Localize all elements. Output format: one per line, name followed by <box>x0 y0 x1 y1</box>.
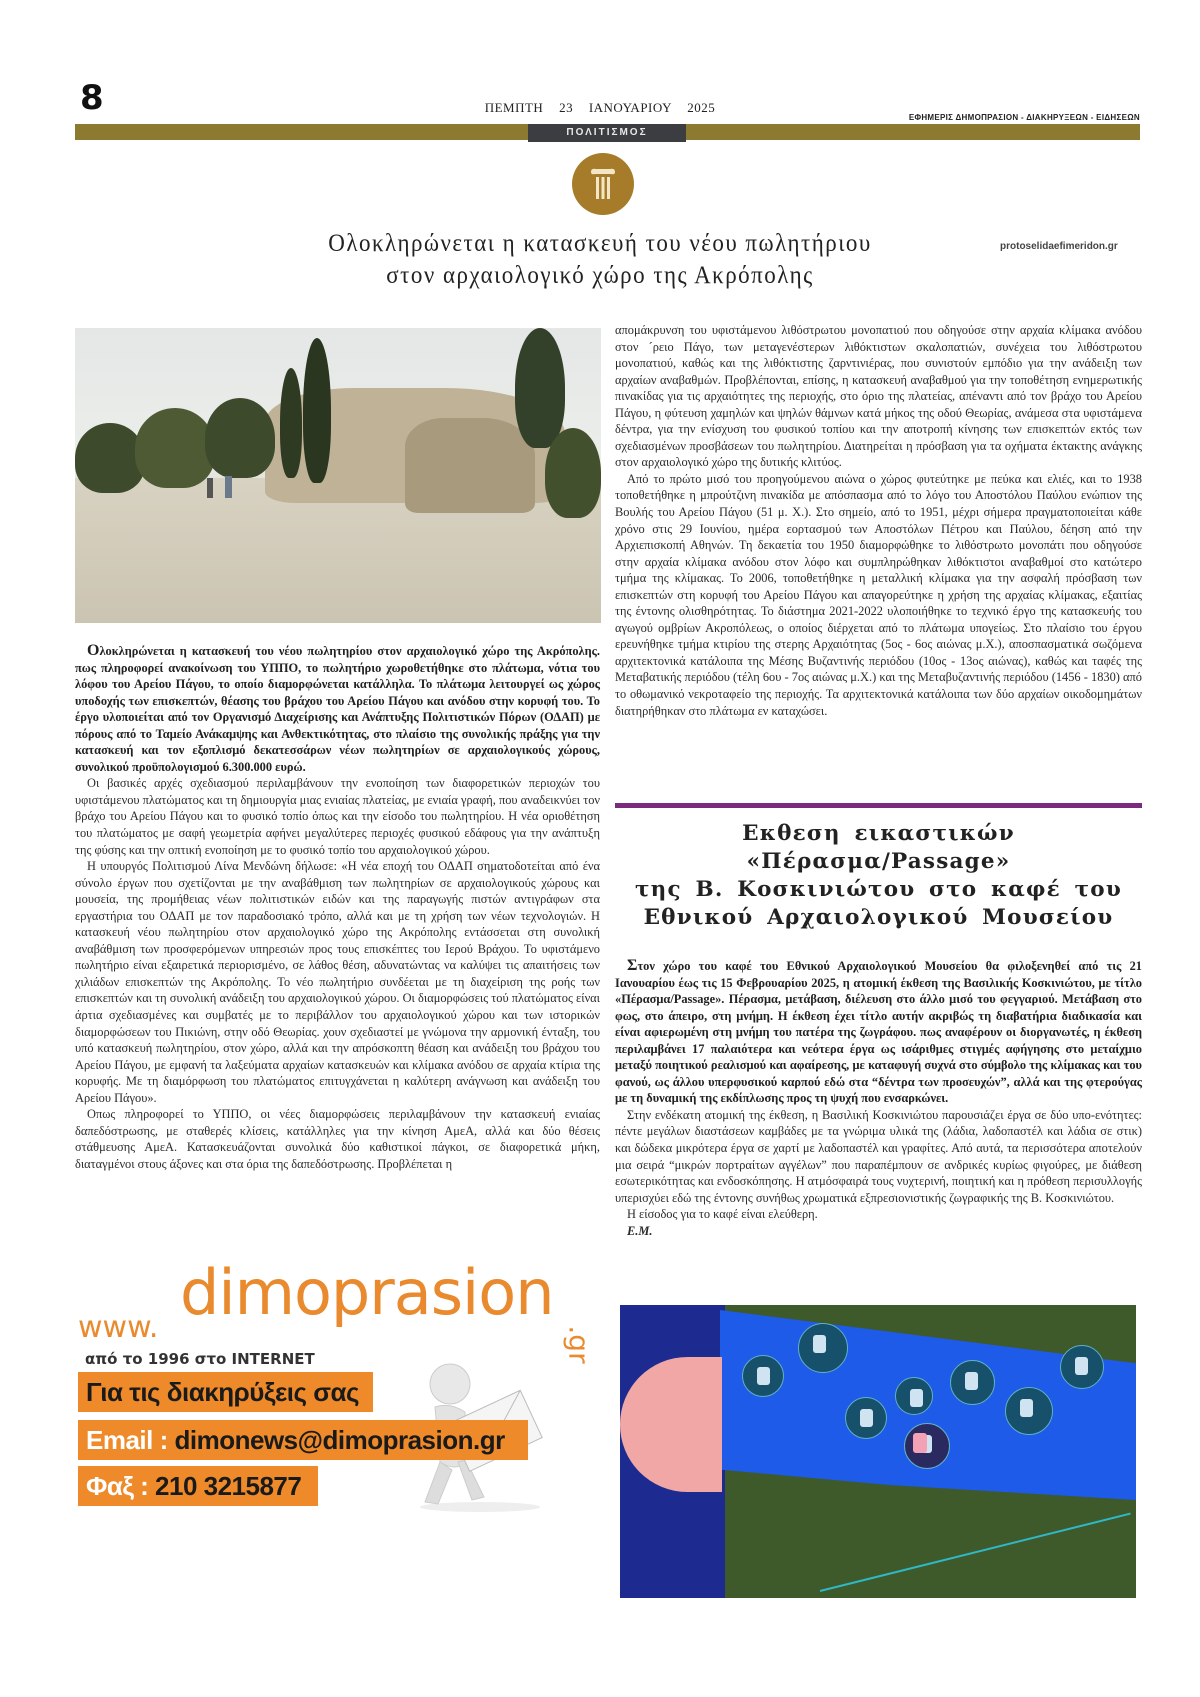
article2-body <box>615 958 1142 1239</box>
acropolis-areopagus-photo <box>75 328 601 623</box>
author-signature: Ε.Μ. <box>627 1223 653 1238</box>
article1-column-right <box>615 322 1142 719</box>
paragraph: Από το πρώτο μισό του προηγούμενου αιώνα ο χώρος φυτεύτηκε με πεύκα και ελιές, και το 1938 τοποθετήθηκε η μπρούτζινη πινακίδα με απόσπασμα από το λόγο του Αποστόλου Παύλου ενώπιον της Βουλής του Αρείου Πάγου (51 μ. Χ.). Στο σημείο, από το 1951, μέχρι σήμερα πραγματοποιείται κάθε χρόνο στις 29 Ιουνίου, ημέρα εορτασμού των Αποστόλων Πέτρου και Παύλου, δέηση από την Αρχιεπισκοπή Αθηνών. Τη δεκαετία του 1950 διαμορφώθηκε το λιθόστρωτο μονοπάτι που οδηγούσε στην αρχαία κλίμακα ανόδου στον λόφο και συμπληρώθηκαν λιθόκτιστοι αναβαθμοί στο κατώτερο τμήμα της κλίμακας. Το 2006, τοποθετήθηκε η μεταλλική κλίμακα για την ασφαλή πρόσβαση των επισκεπτών στη κορυφή του Αρείου Πάγου και απαγορεύτηκε η χρήση της αρχαίας κλίμακας, εξαιτίας της έντονης ολισθηρότητας. Το διάστημα 2021-2022 υλοποιήθηκε το τεχνικό έργο της κατασκευής του αγωγού ομβρίων Ακροπόλεως, ο οποίος διέρχεται από το πλάτωμα υπογείως. Στο πλαίσιο του έργου ερευνήθηκε τμήμα κτιρίου της στερης Αρχαιότητας (5ος - 6ος αιώνας μ.Χ.), αποσπασματικά σωζόμενα αρχιτεκτονικά κατάλοιπα της Μέσης Βυζαντινής περιόδου (10ος - 13ος αιώνας), καθώς και ταφές της Μεταβατικής περιόδου (τέλη 6ου - 7ος αιώνας μ.Χ.) και της Μεταβυζαντινής περιόδου (1456 - 1830) από το οθωμανικό νεκροταφείο της περιοχής. Τα αρχιτεκτονικά κατάλοιπα των δύο αρχαίων οικοδομημάτων διατηρήθηκαν στο πλάτωμα εν καταχώσει. <box>615 471 1142 718</box>
column-logo-icon <box>572 153 634 215</box>
headline-line: Ολοκληρώνεται η κατασκευή του νέου πωλητήριου <box>328 230 872 257</box>
article-divider <box>615 803 1142 808</box>
paragraph: Στην ενδέκατη ατομική της έκθεση, η Βασιλική Κοσκινιώτου παρουσιάζει έργα σε δύο υπο-ενότητες: πέντε μεγάλων διαστάσεων καμβάδες με τα γνώριμα υλικά της (λάδια, λαδοπαστέλ και λάδια σε στικ) και δώδεκα μικρότερα έργα σε χαρτί με λαδοπαστέλ και γραφίτες. Από αυτά, τα περισσότερα αποτελούν μια σειρά “μικρών πορτραίτων αγγέλων” που παραπέμπουν σε ανδρικές κυρίως φιγούρες, με διάθεση εσωτερικότητας και ενδοσκόπησης. Η ατμόσφαιρά τους νυχτερινή, ποιητική και η πρόθεση περισυλλογής υπερισχύει εδώ της έντονης συνήθως χρωματικά εξπρεσιονιστικής ζωγραφικής της Β. Κοσκινιώτου. <box>615 1107 1142 1205</box>
headline-line: Εκθεση εικαστικών «Πέρασμα/Passage» <box>742 821 1015 874</box>
watermark: protoselidaefimeridon.gr <box>1000 241 1118 252</box>
koskiniotou-painting <box>620 1305 1136 1598</box>
page-number: 8 <box>80 78 104 118</box>
dimoprasion-advertisement[interactable] <box>75 1256 605 1592</box>
ad-since: από το 1996 στο INTERNET <box>85 1350 315 1368</box>
drop-initial: Σ <box>627 957 638 974</box>
paragraph: Οπως πληροφορεί το ΥΠΠΟ, οι νέες διαμορφώσεις περιλαμβάνουν την κατασκευή ενιαίας δαπεδόστρωσης, με σταθερές κλίσεις, κατάλληλες για την κίνηση ΑμεΑ, αλλά και δύο θέσεις στάθμευσης ΑμεΑ. Κατασκευάζονται συνολικά δύο καθιστικοί πάγκοι, σε διαφορετικά μήκη, διαταγμένοι στους άξονες και στα όρια της δαπεδόστρωσης. Προβλέπεται η <box>75 1107 600 1171</box>
headline-line: Εθνικού Αρχαιολογικού Μουσείου <box>643 905 1114 930</box>
headline-line: της Β. Κοσκινιώτου στο καφέ του <box>635 877 1122 902</box>
article-headline <box>214 228 987 292</box>
issue-date: ΠΕΜΠΤΗ 23 ΙΑΝΟΥΑΡΙΟΥ 2025 <box>484 100 716 115</box>
paragraph: απομάκρυνση του υφιστάμενου λιθόστρωτου μονοπατιού που οδηγούσε στην αρχαία κλίμακα ανόδου στον ´ρειο Πάγο, των μεταγενέστερων λιθόκτιστων σκαλοπατιών, συνέχεια του λιθόστρωτου μονοπατιού, καθώς και της λιθόκτιστης ζαρντινιέρας, που συνιστούν εμπόδιο για την ανάδειξη των αρχαίων αναβαθμών. Προβλέπονται, επίσης, η κατασκευή αναβαθμού για την τοποθέτηση ενημερωτικής πινακίδας για τις αρχαιότητες της περιοχής, στο όριο της πλατείας, απέναντι από τον βράχο του Αρείου Πάγου, η φύτευση χαμηλών και ψηλών θάμνων κατά μήκος της οδού Θεωρίας, ανάμεσα στα υφιστάμενα δέντρα, για την ενίσχυση του φυσικού τοπίου και την αποτροπή κίνησης των επισκεπτών εκτός των σχεδιασμένων προσβάσεων του πωλητηρίου. Διατηρείται η πρόσβαση για τα οχήματα έκτακτης ανάγκης στον αρχαιολογικό χώρο της δυτικής κλιτύος. <box>615 323 1142 470</box>
article2-lead: Στον χώρο του καφέ του Εθνικού Αρχαιολογικού Μουσείου θα φιλοξενηθεί από τις 21 Ιανουαρίου έως τις 15 Φεβρουαρίου 2025, η ατομική έκθεση της Βασιλικής Κοσκινιώτου, με τίτλο «Πέρασμα/Passage». Πέρασμα, μετάβαση, διέλευση στο άλλο μισό του φεγγαριού. Μετάβαση στο φως, στο άπειρο, στη μνήμη. Η έκθεση έχει τίτλο αυτήν ακριβώς τη διαβατήρια διαδικασία και είναι αφιερωμένη στη μνήμη του πατέρα της ζωγράφου. πως αναφέρουν οι διοργανωτές, η έκθεση περιλαμβάνει 17 παλαιότερα και νεότερα έργα ως ισάριθμες στιγμές αφήγησης στο μεταίχμιο μεταξύ ποιητικού ρεαλισμού και αφαίρεσης, με καταφυγή συχνά στο σύμβολο της κλίμακας και του φανού, ως άλλου υπερφυσικού καρπού εδώ στα “δέντρα των προσευχών”, αλλά και της φτερούγας με τη δυναμική της εκδίπλωσης προς τη ψυχή που ενσαρκώνει. <box>615 957 1142 1106</box>
drop-initial: Ο <box>87 642 100 659</box>
ad-tld: .gr <box>562 1325 596 1364</box>
article1-lead: Ολοκληρώνεται η κατασκευή του νέου πωλητηρίου στον αρχαιολογικό χώρο της Ακρόπολης. πως πληροφορεί ανακοίνωση του ΥΠΠΟ, το πωλητήριο χωροθετήθηκε στο πλάτωμα, νότια του λόφου του Αρείου Πάγου, το οποίο διαμορφώνεται κατάλληλα. Το πλάτωμα λειτουργεί ως χώρος υποδοχής των επισκεπτών, θέασης του βράχου του Αρείου Πάγου και ανόδου στην κορυφή του. Το έργο υλοποιείται από τον Οργανισμό Διαχείρισης και Ανάπτυξης Πολιτιστικών Πόρων (ΟΔΑΠ) με πόρους από το Ταμείο Ανάκαμψης και Ανθεκτικότητας, στο πλαίσιο της συνολικής πράξης για την κατασκευή και τον εξοπλισμό δεκατεσσάρων νέων πωλητηρίων σε αρχαιολογικούς χώρους, συνολικού προϋπολογισμού 6.300.000 ευρώ. <box>75 642 600 774</box>
masthead: ΕΦΗΜΕΡΙΣ ΔΗΜΟΠΡΑΣΙΟΝ - ΔΙΑΚΗΡΥΞΕΩΝ - ΕΙΔΗΣΕΩΝ <box>908 113 1140 122</box>
paragraph: Οι βασικές αρχές σχεδιασμού περιλαμβάνουν την ενοποίηση των διαφορετικών περιοχών του υφιστάμενου πλατώματος και τη δημιουργία μιας ενιαίας πλατείας, με ενιαία γραφή, που αναδεικνύει τον βράχο του Αρείου Πάγου και το φυσικό τοπίο όπως και την είσοδο του πωλητηρίου. Η νέα οριοθέτηση του πλατώματος με σαφή γεωμετρία αφήνει μεγαλύτερες περιοχές φυσικού εδάφους για την ανάπτυξη της φύσης και την οπτική ενοποίηση με το φυσικό τοπίο του αρχαιολογικού χώρου. <box>75 776 600 857</box>
article2-headline <box>615 820 1142 932</box>
paragraph: Η υπουργός Πολιτισμού Λίνα Μενδώνη δήλωσε: «Η νέα εποχή του ΟΔΑΠ σηματοδοτείται από ένα σύνολο έργων που σχετίζονται με την αναβάθμιση των πωλητηρίων σε αρχαιολογικούς χώρους και μουσεία, της προμήθειας νέων πολιτιστικών ειδών και της παραγωγής πιστών αντιγράφων στα εργαστήρια του ΟΔΑΠ με τον παραδοσιακό τρόπο, αλλά και με τη χρήση των νέων τεχνολογιών. Η κατασκευή νέου πωλητηρίου στον αρχαιολογικό χώρο της Ακρόπολης εντάσσεται στη συνολική αναβάθμιση των προσφερόμενων υπηρεσιών προς τους επισκέπτες του Ιερού Βράχου. Το υφιστάμενο πωλητήριο είναι εξαιρετικά περιορισμένο, σε λάθος θέση, αδυνατώντας να καλύψει τις απαιτήσεις των χιλιάδων επισκεπτών της Ακρόπολης. Το νέο πωλητήριο συνδέεται με τη διαχείριση της ροής των επισκεπτών και τη συνολική ανάδειξη του αρχαιολογικού χώρου. Οι διαμορφώσεις τού πλατώματος είναι άρτια σχεδιασμένες και συμβατές με το περιβάλλον του αρχαιολογικού χώρου και των ιστορικών διαμορφώσεων του Πικιώνη, στην οδό Θεωρίας. χουν σχεδιαστεί με γνώμονα την αρμονική ένταξη, του υπό κατασκευή πωλητηρίου, στον χώρο, αλλά και την απρόσκοπτη θέαση και ανάδειξη του βράχου του Αρείου Πάγου, με εμφανή τα λαξεύματα αρχαίων κατασκευών και κλίμακα ανόδου σε αρχαία κτίρια της κορυφής. Με τη διαμόρφωση του πλατώματος επιτυγχάνεται η καλύτερη ανάγνωση και ανάδειξη του Αρείου Πάγου». <box>75 859 600 1105</box>
section-label: ΠΟΛΙΤΙΣΜΟΣ <box>528 124 686 142</box>
ad-fax: Φαξ : 210 3215877 <box>78 1466 318 1506</box>
ad-www: www. <box>78 1310 159 1345</box>
ad-email[interactable]: Email : dimonews@dimoprasion.gr <box>78 1420 528 1460</box>
paragraph: Η είσοδος για το καφέ είναι ελεύθερη. <box>627 1207 818 1222</box>
ad-brand: dimoprasion <box>180 1256 554 1329</box>
article1-column-left <box>75 643 600 1173</box>
headline-line: στον αρχαιολογικό χώρο της Ακρόπολης <box>386 262 814 289</box>
ad-tagline: Για τις διακηρύξεις σας <box>78 1372 373 1412</box>
